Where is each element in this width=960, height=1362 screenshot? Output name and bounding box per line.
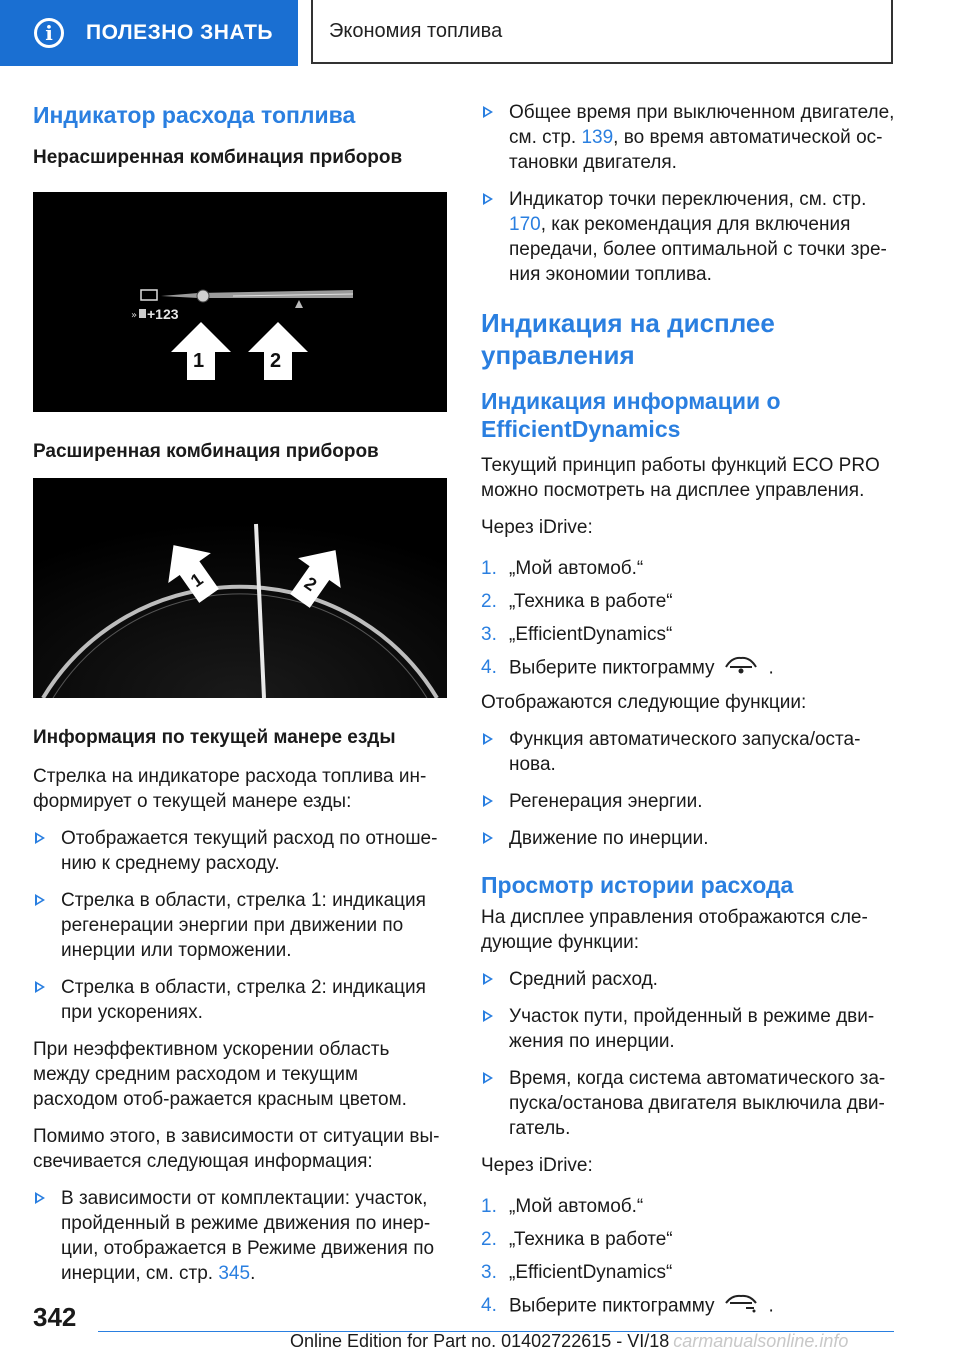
subheading-extended-cluster: Расширенная комбинация приборов: [33, 441, 379, 462]
efficiency-pictogram-icon: [722, 655, 760, 682]
section-title-display: Индикация на дисплее управления: [481, 308, 775, 370]
list-item: 1. „Мой автомоб.“: [481, 1196, 644, 1217]
list-item: Участок пути, пройденный в режиме дви-жения по инерции.: [481, 1004, 901, 1054]
page-link-345[interactable]: 345: [218, 1263, 251, 1284]
list-item: Движение по инерции.: [481, 826, 901, 851]
watermark: carmanualsonline.info: [673, 1331, 849, 1351]
figure-extended-cluster: [33, 478, 447, 698]
right-column: [481, 100, 901, 1328]
list-item: 3. „EfficientDynamics“: [481, 1262, 673, 1283]
triangle-bullet-icon: [483, 832, 493, 844]
list-item: Время, когда система автоматического за-пуска/останова двигателя выключила дви-гатель.: [481, 1066, 901, 1141]
subheading-basic-cluster: Нерасширенная комбинация приборов: [33, 147, 403, 168]
triangle-bullet-icon: [483, 1010, 493, 1022]
list-item: 2. „Техника в работе“: [481, 591, 673, 612]
fuel-pump-icon: [139, 309, 146, 318]
page-link-170[interactable]: 170: [509, 214, 541, 235]
triangle-bullet-icon: [35, 832, 45, 844]
figure-basic-cluster: [33, 192, 447, 412]
triangle-bullet-icon: [483, 973, 493, 985]
list-item: Средний расход.: [481, 967, 901, 992]
history-pictogram-icon: [722, 1293, 760, 1320]
triangle-bullet-icon: [35, 1192, 45, 1204]
paragraph-additional: Помимо этого, в зависимости от ситуации вы-свечивается следующая информация:: [33, 1126, 440, 1172]
info-icon: i: [34, 18, 64, 48]
list-item: 4. Выберите пиктограмму .: [481, 655, 901, 682]
fuel-readout: +123: [147, 306, 179, 322]
paragraph-indicator: Стрелка на индикаторе расхода топлива ин-формирует о текущей манере езды:: [33, 766, 427, 812]
triangle-bullet-icon: [483, 733, 493, 745]
arrow-1-label: 1: [186, 569, 207, 592]
left-column: [33, 100, 447, 1298]
subsection-title-efficientdynamics: Индикация информации о EfficientDynamics: [481, 388, 781, 442]
list-item: Стрелка в области, стрелка 1: индикация регенерации энергии при движении по инерции или торможении.: [33, 888, 447, 963]
arrow-1-label: 1: [193, 350, 205, 372]
page-link-139[interactable]: 139: [581, 127, 614, 148]
list-item: В зависимости от комплектации: участок, пройденный в режиме движения по инер-ции, отображается в Режиме движения по инерции, см. стр. 345.: [33, 1186, 447, 1286]
list-item: Общее время при выключенном двигателе, см. стр. 139, во время автоматической ос-тановки двигателя.: [481, 100, 901, 175]
triangle-bullet-icon: [35, 981, 45, 993]
paragraph-via-idrive-1: Через iDrive:: [481, 517, 593, 538]
triangle-bullet-icon: [483, 106, 493, 118]
page-number: 342: [33, 1302, 77, 1332]
arrow-2-label: 2: [300, 572, 321, 596]
subsection-title-history: Просмотр истории расхода: [481, 872, 794, 898]
list-item: 1. „Мой автомоб.“: [481, 558, 644, 579]
triangle-bullet-icon: [483, 193, 493, 205]
list-item: Индикатор точки переключения, см. стр. 170, как рекомендация для включения передачи, более оптимальной с точки зре-ния экономии топлива.: [481, 187, 901, 287]
gauge-needle-marker: [197, 290, 209, 302]
list-item: Отображается текущий расход по отноше-нию к среднему расходу.: [33, 826, 447, 876]
triangle-bullet-icon: [483, 795, 493, 807]
paragraph-eco-pro: Текущий принцип работы функций ECO PRO можно посмотреть на дисплее управления.: [481, 455, 880, 501]
extended-cluster-illustration: [33, 478, 447, 698]
steps-list-1: [481, 556, 901, 682]
bullet-list-indicator: [33, 826, 447, 1025]
header-tab-label: ПОЛЕЗНО ЗНАТЬ: [86, 21, 273, 44]
bullet-list-history: [481, 967, 901, 1141]
list-item: Функция автоматического запуска/оста-нова.: [481, 727, 901, 777]
steps-list-2: [481, 1194, 901, 1320]
paragraph-history: На дисплее управления отображаются сле-дующие функции:: [481, 907, 868, 953]
bullet-list-functions: [481, 727, 901, 851]
subheading-driving-style: Информация по текущей манере езды: [33, 727, 396, 748]
arrow-2-label: 2: [270, 350, 282, 372]
list-item: 3. „EfficientDynamics“: [481, 624, 673, 645]
triangle-bullet-icon: [483, 1072, 493, 1084]
list-item: 4. Выберите пиктограмму .: [481, 1293, 901, 1320]
breadcrumb: Экономия топлива: [311, 0, 893, 64]
list-item: Регенерация энергии.: [481, 789, 901, 814]
basic-cluster-illustration: [33, 192, 447, 412]
footer-edition: Online Edition for Part no. 01402722615 - VI/18 carmanualsonline.info: [290, 1331, 849, 1351]
bullet-list-additional: [33, 1186, 447, 1286]
list-item: 2. „Техника в работе“: [481, 1229, 673, 1250]
section-title-fuel-indicator: Индикатор расхода топлива: [33, 102, 356, 128]
list-item: Стрелка в области, стрелка 2: индикация при ускорениях.: [33, 975, 447, 1025]
bullet-list-continued: [481, 100, 901, 287]
paragraph-functions-shown: Отображаются следующие функции:: [481, 692, 807, 713]
svg-text:»: »: [131, 310, 138, 321]
triangle-bullet-icon: [35, 894, 45, 906]
header-tab[interactable]: [0, 0, 298, 66]
paragraph-inefficient: При неэффективном ускорении область между средним расходом и текущим расходом отоб-ражается красным цветом.: [33, 1039, 407, 1110]
paragraph-via-idrive-2: Через iDrive:: [481, 1155, 593, 1176]
